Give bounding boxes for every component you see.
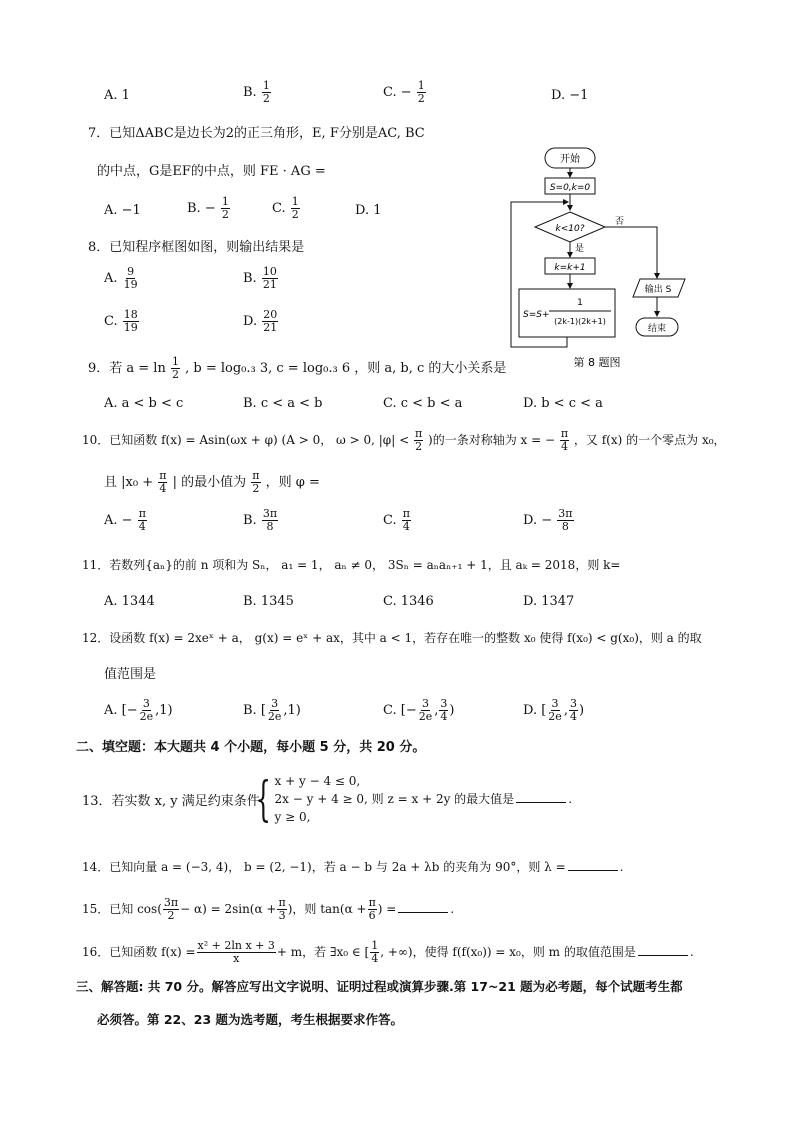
q10-option-c: C. $\frac{\pi}{4}$ [383, 507, 410, 533]
q13-constraint-3: y ≥ 0, [274, 810, 311, 824]
flow-sum-prefix: S=S+ [523, 310, 550, 320]
q8-option-c: C. $\frac{18}{19}$ [104, 308, 138, 334]
q13-answer-blank[interactable] [516, 790, 566, 803]
q15-answer-blank[interactable] [398, 900, 448, 913]
flow-start-label: 开始 [560, 154, 580, 165]
q6-option-c: C. − $\frac{1}{2}$ [383, 79, 425, 105]
q9-option-d: D. b < c < a [523, 396, 603, 411]
q8-option-d: D. $\frac{20}{21}$ [243, 308, 278, 334]
section-fill-in-heading: 二、填空题：本大题共 4 个小题，每小题 5 分，共 20 分。 [76, 740, 426, 755]
q11-stem: 11．若数列{aₙ}的前 n 项和为 Sₙ， a₁ = 1， aₙ ≠ 0， 3Sₙ = aₙaₙ₊₁ + 1，且 aₖ = 2018，则 k= [82, 558, 621, 572]
q13-constraint-2: 2x − y + 4 ≥ 0, 则 z = x + 2y 的最大值是 . [274, 792, 573, 806]
q15-stem: 15．已知 cos( $\frac{3\pi}{2}$ − α) = 2sin(α + $\frac{\pi}{3}$ )，则 tan(α + $\frac{\pi}{6}$ ) = . [82, 896, 455, 922]
q12-option-d: D. [ $\frac{3}{2e}$ , $\frac{3}{4}$ ) [523, 697, 585, 723]
flow-increment-label: k=k+1 [554, 263, 586, 273]
q14-stem: 14．已知向量 a = (−3, 4)， b = (2, −1)，若 a − b 与 2a + λb 的夹角为 90°，则 λ = . [82, 860, 624, 874]
q16-answer-blank[interactable] [638, 943, 688, 956]
flow-init-label: S=0,k=0 [549, 183, 591, 193]
q10-stem-line2: 且 |x₀ + $\frac{\pi}{4}$ | 的最小值为 $\frac{\pi}{2}$ ，则 φ = [104, 469, 320, 495]
q13-constraint-system [252, 772, 572, 826]
q7-option-a: A. −1 [104, 203, 141, 218]
q10-stem-line1: 10．已知函数 f(x) = Asin(ωx + φ) (A > 0， ω > 0, |φ| < $\frac{\pi}{2}$ )的一条对称轴为 x = − $\frac{\pi}{4}$ ，又 f(x) 的一个零点为 x₀， [82, 427, 726, 453]
q9-option-c: C. c < b < a [383, 396, 463, 411]
q12-option-a: A. [− $\frac{3}{2e}$ ,1) [104, 697, 173, 723]
q8-option-a: A. $\frac{9}{19}$ [104, 265, 138, 291]
flow-output-label: 输出 S [644, 285, 672, 295]
q13-brace: { [255, 771, 271, 827]
q12-option-c: C. [− $\frac{3}{2e}$ , $\frac{3}{4}$ ) [383, 697, 455, 723]
q7-option-d: D. 1 [355, 203, 382, 218]
q7-stem-line2: 的中点，G是EF的中点，则 FE · AG = [97, 164, 326, 179]
flow-end-label: 结束 [647, 324, 667, 334]
section-solutions-heading-line2: 必须答。第 22、23 题为选考题，考生根据要求作答。 [97, 1012, 403, 1027]
flow-sum-denominator: (2k-1)(2k+1) [554, 317, 606, 326]
q9-stem: 9．若 a = ln $\frac{1}{2}$ , b = log₀.₃ 3, c = log₀.₃ 6 ，则 a, b, c 的大小关系是 [88, 355, 507, 381]
q14-answer-blank[interactable] [568, 858, 618, 871]
q10-option-a: A. − $\frac{\pi}{4}$ [104, 507, 146, 533]
q12-stem-line2: 值范围是 [104, 667, 157, 682]
q9-option-a: A. a < b < c [104, 396, 184, 411]
q8-stem: 8．已知程序框图如图，则输出结果是 [88, 240, 305, 255]
q16-stem: 16．已知函数 f(x) = $\frac{\text{x² + 2ln x + 3}}{x}$ + m，若 ∃x₀ ∈ [ $\frac{1}{4}$ , +∞)，使得 f(f(x₀)) = x₀，则 m 的取值范围是 . [82, 939, 694, 965]
q7-option-c: C. $\frac{1}{2}$ [272, 195, 299, 221]
q7-stem-line1: 7．已知ΔABC是边长为2的正三角形，E, F分别是AC, BC [88, 126, 425, 141]
q11-option-a: A. 1344 [104, 594, 155, 609]
q6-option-b: B. $\frac{1}{2}$ [243, 79, 270, 105]
q13-constraint-1: x + y − 4 ≤ 0, [274, 774, 361, 788]
flow-condition-label: k<10? [555, 224, 585, 234]
q11-option-b: B. 1345 [243, 594, 294, 609]
q6-option-d: D. −1 [551, 88, 589, 103]
q6-option-a: A. 1 [104, 88, 130, 103]
q8-option-b: B. $\frac{10}{21}$ [243, 265, 277, 291]
q9-option-b: B. c < a < b [243, 396, 323, 411]
q12-option-b: B. [ $\frac{3}{2e}$ ,1) [243, 697, 301, 723]
q7-option-b: B. − $\frac{1}{2}$ [187, 195, 229, 221]
section-solutions-heading-line1: 三、解答题: 共 70 分。解答应写出文字说明、证明过程或演算步骤.第 17~21 题为必考题，每个试题考生都 [76, 979, 683, 994]
flowchart-caption: 第 8 题图 [573, 356, 621, 369]
flow-yes-label: 是 [575, 244, 585, 254]
q13-stem-prefix: 13．若实数 x, y 满足约束条件 [82, 794, 260, 809]
flow-no-label: 否 [615, 217, 625, 227]
q11-option-c: C. 1346 [383, 594, 434, 609]
flowchart-figure [505, 142, 705, 377]
flow-sum-numerator: 1 [577, 298, 583, 308]
q11-option-d: D. 1347 [523, 594, 575, 609]
q10-option-d: D. − $\frac{3\pi}{8}$ [523, 507, 573, 533]
q12-stem-line1: 12．设函数 f(x) = 2xeˣ + a， g(x) = eˣ + ax，其中 a < 1，若存在唯一的整数 x₀ 使得 f(x₀) < g(x₀)，则 a 的取 [82, 631, 702, 645]
q10-option-b: B. $\frac{3\pi}{8}$ [243, 507, 278, 533]
